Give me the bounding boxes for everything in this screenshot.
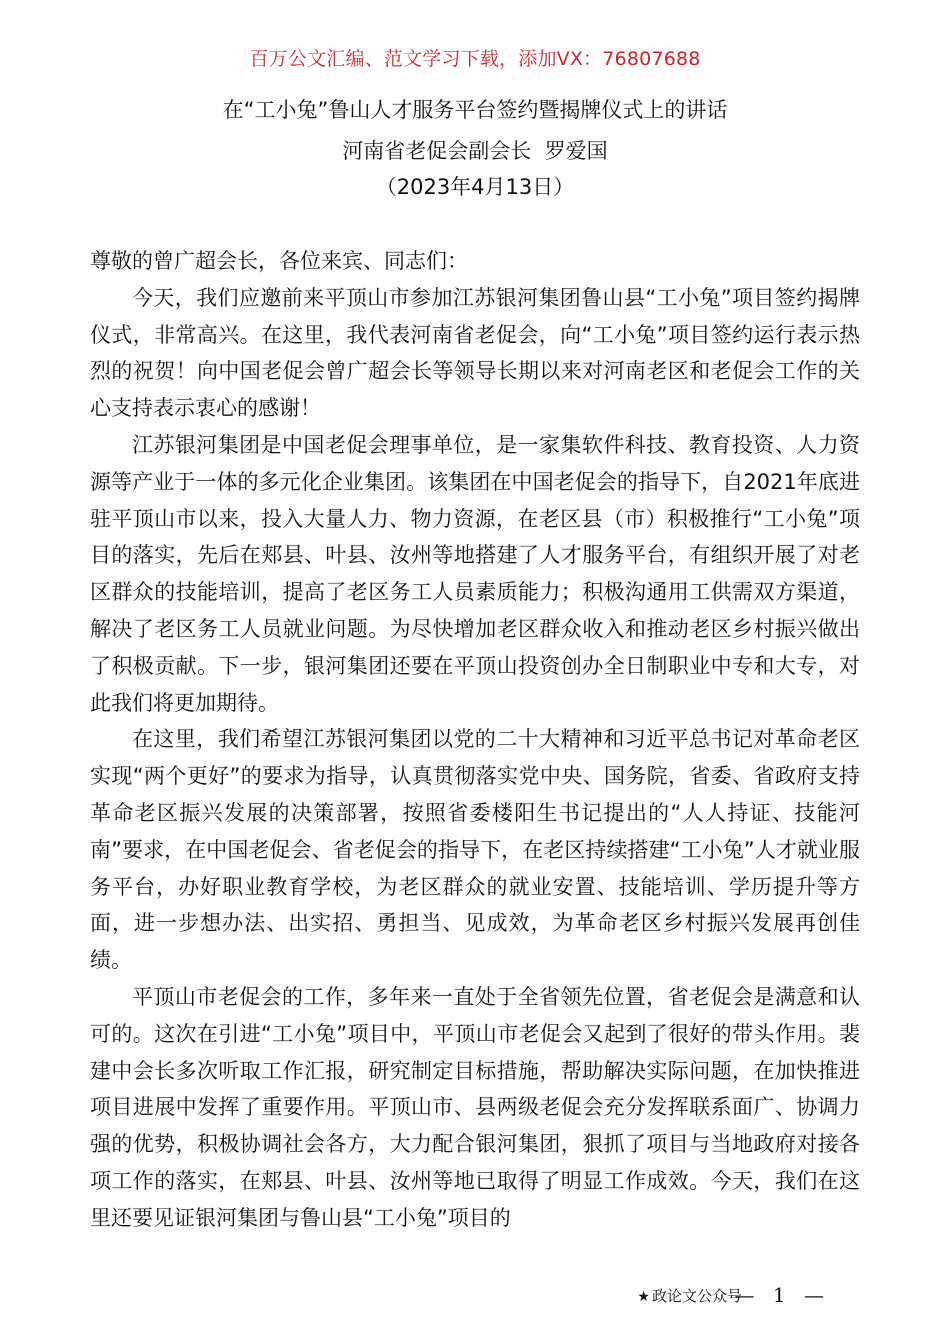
paragraph: 平顶山市老促会的工作，多年来一直处于全省领先位置，省老促会是满意和认可的。这次在引进“工小兔”项目中，平顶山市老促会又起到了很好的带头作用。裴建中会长多次听取工作汇报，研究制定目标措施，帮助解决实际问题，在加快推进项目进展中发挥了重要作用。平顶山市、县两级老促会充分发挥联系面广、协调力强的优势，积极协调社会各方，大力配合银河集团，狠抓了项目与当地政府对接各项工作的落实，在郏县、叶县、汝州等地已取得了明显工作成效。今天，我们在这里还要见证银河集团与鲁山县“工小兔”项目的 — [90, 984, 860, 1230]
paragraph: 江苏银河集团是中国老促会理事单位，是一家集软件科技、教育投资、人力资源等产业于一体的多元化企业集团。该集团在中国老促会的指导下，自2021年底进驻平顶山市以来，投入大量人力、物力资源，在老区县（市）积极推行“工小兔”项目的落实，先后在郏县、叶县、汝州等地搭建了人才服务平台，有组织开展了对老区群众的技能培训，提高了老区务工人员素质能力；积极沟通用工供需双方渠道，解决了老区务工人员就业问题。为尽快增加老区群众收入和推动老区乡村振兴做出了积极贡献。下一步，银河集团还要在平顶山投资创办全日制职业中专和大专，对此我们将更加期待。 — [90, 432, 860, 715]
paragraph: 在这里，我们希望江苏银河集团以党的二十大精神和习近平总书记对革命老区实现“两个更好”的要求为指导，认真贯彻落实党中央、国务院，省委、省政府支持革命老区振兴发展的决策部署，按照省委楼阳生书记提出的“人人持证、技能河南”要求，在中国老促会、省老促会的指导下，在老区持续搭建“工小兔”人才就业服务平台，办好职业教育学校，为老区群众的就业安置、技能培训、学历提升等方面，进一步想办法、出实招、勇担当、见成效，为革命老区乡村振兴发展再创佳绩。 — [90, 727, 860, 973]
watermark-banner: 百万公文汇编、范文学习下载，添加VX：76807688 — [249, 48, 701, 70]
paragraph: 今天，我们应邀前来平顶山市参加江苏银河集团鲁山县“工小兔”项目签约揭牌仪式，非常高兴。在这里，我代表河南省老促会，向“工小兔”项目签约运行表示热烈的祝贺！向中国老促会曾广超会长等领导长期以来对河南老区和老促会工作的关心支持表示衷心的感谢！ — [90, 285, 860, 421]
footer-source-label: 政论文公众号 — [651, 1287, 742, 1305]
footer-source — [637, 1285, 742, 1308]
speech-date: （2023年4月13日） — [375, 175, 575, 199]
page-number: — 1 — — [734, 1283, 830, 1307]
star-icon: ★ — [637, 1289, 650, 1305]
salutation: 尊敬的曾广超会长，各位来宾、同志们： — [90, 249, 468, 273]
speech-body — [90, 243, 860, 1237]
speaker-byline: 河南省老促会副会长 罗爱国 — [342, 139, 608, 163]
speech-title: 在“工小兔”鲁山人才服务平台签约暨揭牌仪式上的讲话 — [222, 98, 728, 122]
page-footer — [0, 1281, 950, 1311]
